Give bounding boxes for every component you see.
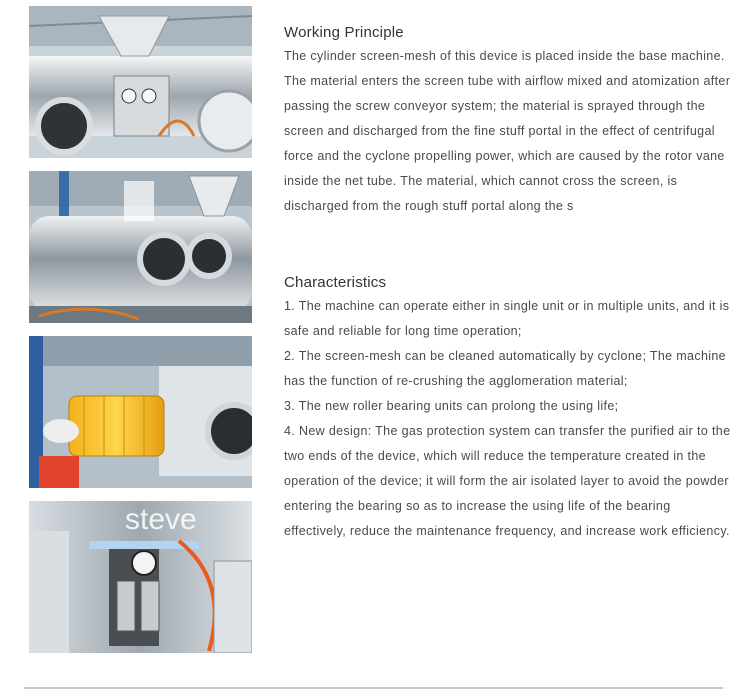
working-principle-heading: Working Principle <box>284 24 404 41</box>
working-principle-body: The cylinder screen-mesh of this device is placed inside the base machine. The material enters the screen tube with airflow mixed and atomization after passing the screw conveyor system; the material is sprayed through the screen and discharged from the fine stuff portal in the effect of centrifugal force and the cyclone propelling power, which are caused by the rotor vane inside the net tube. The material, which cannot cross the screen, is discharged from the rough stuff portal along the s <box>284 49 731 213</box>
footer-divider <box>24 687 723 689</box>
characteristic-item-2: 2. The screen-mesh can be cleaned automatically by cyclone; The machine has the function of re-crushing the agglomeration material; <box>284 349 726 388</box>
machine-with-hopper-photo <box>29 6 252 158</box>
characteristics-heading: Characteristics <box>284 274 387 291</box>
characteristic-item-4: 4. New design: The gas protection system can transfer the purified air to the two ends of the device, which will reduce the temperature created in the operation of the device; it will form the air isolated layer to avoid the powder entering the bearing so as to increase the using life of the bearing effectively, reduce the maintenance frequency, and increase work efficiency. <box>284 424 731 538</box>
pressure-regulator-photo <box>29 501 252 653</box>
characteristic-item-1: 1. The machine can operate either in single unit or in multiple units, and it is safe and reliable for long time operation; <box>284 299 730 338</box>
yellow-screen-tube-photo <box>29 336 252 488</box>
machine-with-viewports-photo <box>29 171 252 323</box>
svg-text:steve: steve <box>125 503 197 536</box>
working-principle-section <box>284 24 734 219</box>
characteristic-item-3: 3. The new roller bearing units can prolong the using life; <box>284 399 619 413</box>
characteristics-section <box>284 274 734 544</box>
